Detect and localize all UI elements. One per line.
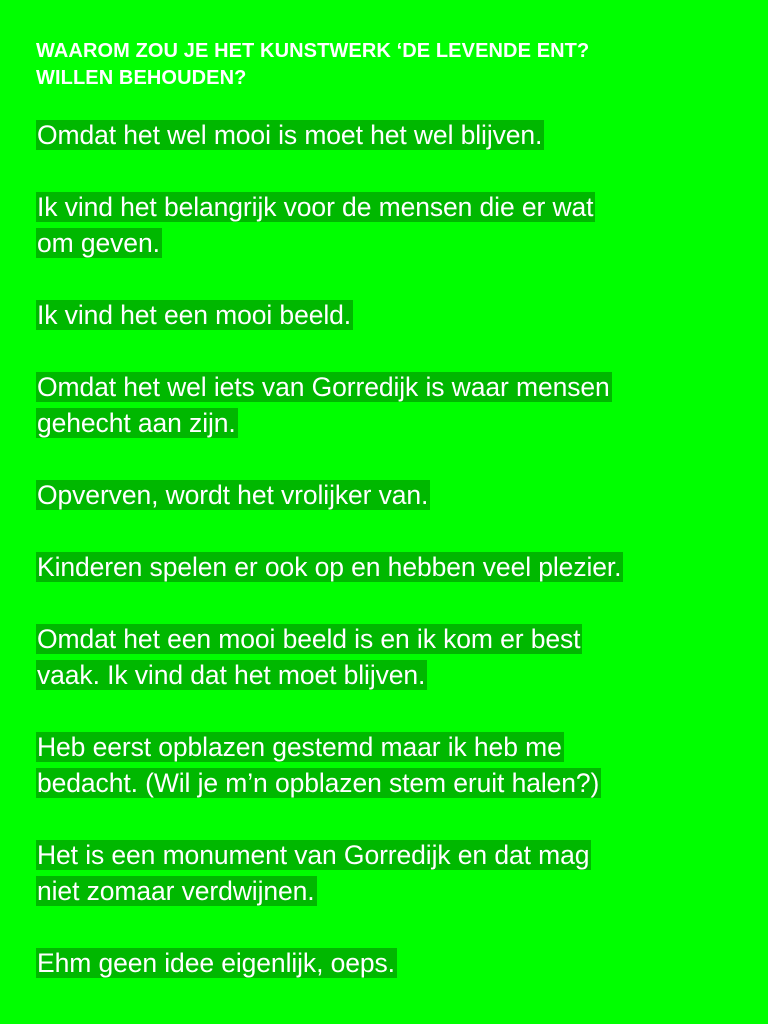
answer-line: Omdat het wel iets van Gorredijk is waar mensen [37, 372, 610, 402]
answer-line: Kinderen spelen er ook op en hebben veel plezier. [37, 552, 622, 582]
answer-item [36, 945, 732, 981]
answer-line: vaak. Ik vind dat het moet blijven. [37, 660, 426, 690]
answer-line: Omdat het wel mooi is moet het wel blijven. [37, 120, 543, 150]
answer-line: Omdat het een mooi beeld is en ik kom er best [37, 624, 581, 654]
answer-line: bedacht. (Wil je m’n opblazen stem eruit halen?) [37, 768, 600, 798]
answer-item [36, 117, 732, 153]
answer-line: Ehm geen idee eigenlijk, oeps. [37, 948, 395, 978]
answer-line: gehecht aan zijn. [37, 408, 236, 438]
answer-item [36, 621, 732, 693]
answer-item [36, 549, 732, 585]
answer-line: Ik vind het een mooi beeld. [37, 300, 352, 330]
answer-line: om geven. [37, 228, 160, 258]
answer-item [36, 477, 732, 513]
answer-text [36, 120, 544, 150]
answer-item [36, 297, 732, 333]
answer-text [36, 372, 612, 438]
survey-question-line-1: WAAROM ZOU JE HET KUNSTWERK ‘DE LEVENDE ENT? [36, 40, 590, 62]
answer-item [36, 837, 732, 909]
answer-item [36, 369, 732, 441]
answer-list [36, 117, 732, 981]
answer-text [36, 948, 397, 978]
answer-line: Het is een monument van Gorredijk en dat mag [37, 840, 590, 870]
answer-line: Heb eerst opblazen gestemd maar ik heb me [37, 732, 562, 762]
answer-line: Opverven, wordt het vrolijker van. [37, 480, 429, 510]
survey-question [36, 38, 732, 92]
answer-text [36, 732, 601, 798]
answer-text [36, 552, 623, 582]
answer-item [36, 729, 732, 801]
answer-line: Ik vind het belangrijk voor de mensen die er wat [37, 192, 594, 222]
answer-line: niet zomaar verdwijnen. [37, 876, 315, 906]
answer-text [36, 192, 595, 258]
answer-text [36, 840, 591, 906]
answer-item [36, 189, 732, 261]
answer-text [36, 624, 582, 690]
answer-text [36, 480, 430, 510]
survey-question-line-2: WILLEN BEHOUDEN? [36, 67, 247, 89]
answer-text [36, 300, 353, 330]
